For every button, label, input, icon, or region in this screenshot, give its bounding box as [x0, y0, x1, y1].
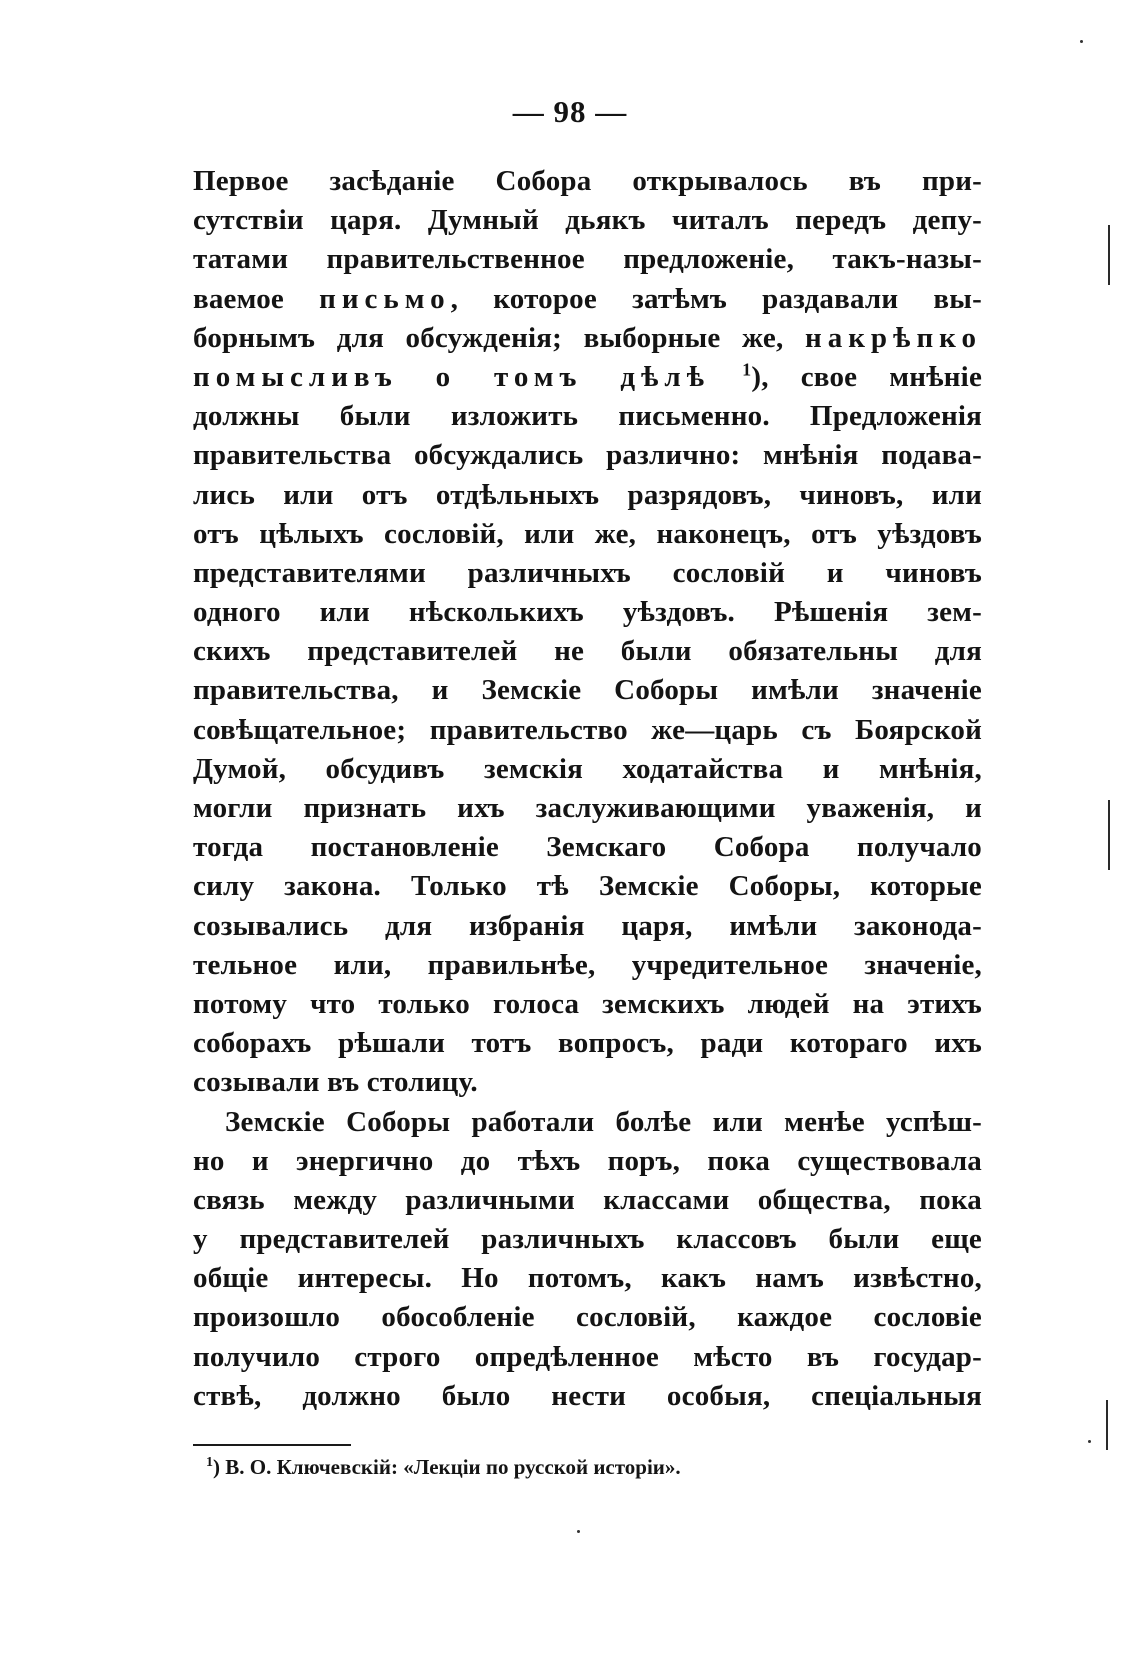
text-line: тельное или, правильнѣе, учредительное значеніе, — [193, 948, 982, 981]
text-line: скихъ представителей не были обязательны для — [193, 635, 982, 668]
scan-edge-mark — [1108, 225, 1110, 285]
footnote-divider — [193, 1444, 351, 1446]
text-fragment: ваемое — [193, 282, 284, 315]
text-fragment: борнымъ для обсужденія; выборные же, — [193, 321, 784, 354]
text-line: представителями различныхъ сословій и чиновъ — [193, 556, 982, 589]
text-line — [193, 319, 982, 358]
scan-edge-mark — [1106, 1400, 1108, 1450]
text-line: но и энергично до тѣхъ поръ, пока существовала — [193, 1144, 982, 1177]
text-line: Первое засѣданіе Собора открывалось въ при- — [193, 165, 982, 197]
text-fragment: ), свое мнѣніе — [751, 360, 983, 393]
text-line: Думой, обсудивъ земскія ходатайства и мнѣнія, — [193, 752, 982, 785]
emphasized-word: письмо — [319, 282, 451, 315]
text-line: связь между различными классами общества, пока — [193, 1183, 982, 1216]
scan-edge-mark — [1108, 800, 1110, 870]
text-line: ствѣ, должно было нести особыя, спеціальныя — [193, 1379, 982, 1412]
scan-speck — [577, 1530, 580, 1533]
text-line: могли признать ихъ заслуживающими уваженія, и — [193, 792, 982, 824]
text-line: потому что только голоса земскихъ людей на этихъ — [193, 987, 982, 1020]
text-line: лись или отъ отдѣльныхъ разрядовъ, чиновъ, или — [193, 478, 982, 511]
text-line — [193, 358, 982, 397]
text-line: правительства обсуждались различно: мнѣнія подава- — [193, 439, 982, 472]
paragraph-end-line: созывали въ столицу. — [193, 1066, 478, 1099]
text-fragment: , которое затѣмъ раздавали вы- — [450, 282, 982, 315]
paragraph-start-line: Земскіе Соборы работали болѣе или менѣе успѣш- — [225, 1105, 982, 1138]
text-line: сутствіи царя. Думный дьякъ читалъ передъ депу- — [193, 204, 982, 237]
body-text — [193, 162, 982, 1416]
scan-speck — [1088, 1440, 1091, 1443]
text-line: у представителей различныхъ классовъ были еще — [193, 1223, 982, 1256]
footnote — [206, 1452, 681, 1482]
footnote-reference: 1 — [742, 359, 752, 380]
text-line: отъ цѣлыхъ сословій, или же, наконецъ, отъ уѣздовъ — [193, 517, 982, 550]
emphasized-word: накрѣпко — [805, 321, 982, 354]
text-line: соборахъ рѣшали тотъ вопросъ, ради котораго ихъ — [193, 1027, 982, 1060]
text-line: совѣщательное; правительство же—царь съ Боярской — [193, 713, 982, 746]
text-line: татами правительственное предложеніе, такъ-назы- — [193, 243, 982, 276]
emphasized-phrase: помысливъ о томъ дѣлѣ — [193, 360, 711, 393]
text-line: общіе интересы. Но потомъ, какъ намъ извѣстно, — [193, 1262, 982, 1295]
text-line: должны были изложить письменно. Предложенія — [193, 400, 982, 433]
text-line: одного или нѣсколькихъ уѣздовъ. Рѣшенія зем- — [193, 596, 982, 629]
footnote-marker: 1 — [206, 1455, 213, 1470]
scan-speck — [1080, 40, 1083, 43]
text-line: получило строго опредѣленное мѣсто въ государ- — [193, 1340, 982, 1373]
footnote-text: ) В. О. Ключевскій: «Лекціи по русской исторіи». — [213, 1455, 681, 1479]
text-line: силу закона. Только тѣ Земскіе Соборы, которые — [193, 870, 982, 903]
text-line: созывались для избранія царя, имѣли законода- — [193, 909, 982, 942]
text-line: тогда постановленіе Земскаго Собора получало — [193, 831, 982, 864]
page-number: — 98 — — [512, 94, 628, 129]
text-line — [193, 280, 982, 319]
text-line: произошло обособленіе сословій, каждое сословіе — [193, 1301, 982, 1334]
text-line: правительства, и Земскіе Соборы имѣли значеніе — [193, 674, 982, 707]
